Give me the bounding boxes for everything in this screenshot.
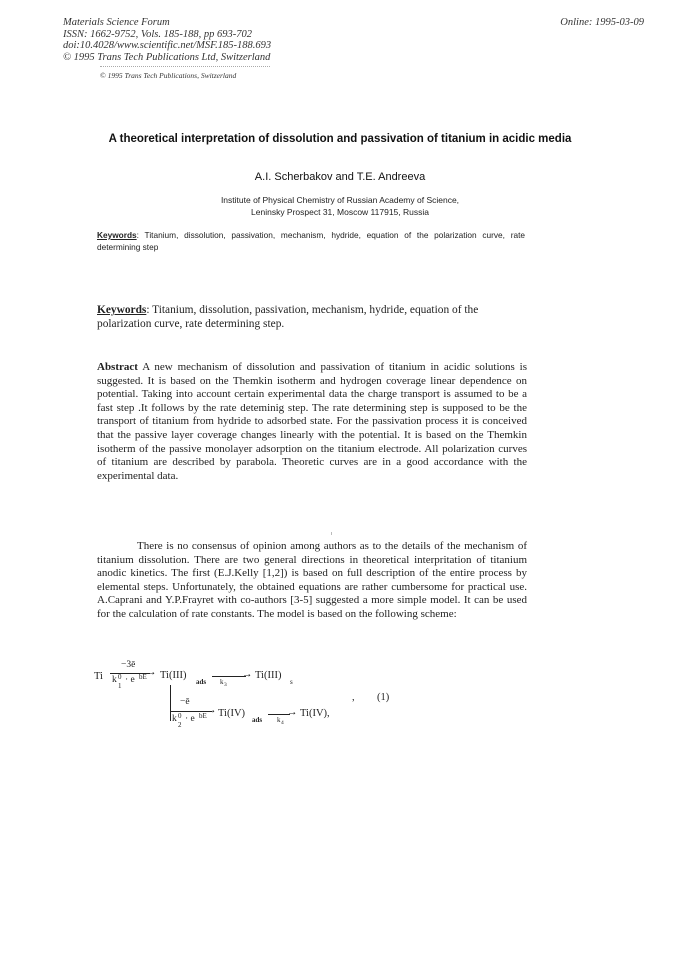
scheme-k1-sup: 0 <box>118 673 122 681</box>
scheme-ti3-ads: Ti(III) <box>160 670 187 681</box>
scan-mark <box>331 532 332 535</box>
publication-header <box>63 17 271 63</box>
keywords-short-label: Keywords <box>97 230 137 240</box>
keywords-short <box>97 230 525 253</box>
issn-line: ISSN: 1662-9752, Vols. 185-188, pp 693-702 <box>63 28 252 40</box>
scheme-exp1-sup: bE <box>139 673 147 681</box>
keywords-long-text: : Titanium, dissolution, passivation, mechanism, hydride, equation of the polarization curve, rate determining step. <box>97 304 479 330</box>
affiliation-line-1: Institute of Physical Chemistry of Russian Academy of Science, <box>220 195 460 205</box>
scheme-exp1: · e <box>125 675 135 685</box>
intro-paragraph <box>97 540 527 622</box>
reaction-scheme <box>90 655 420 765</box>
affiliation-line-2: Leninsky Prospect 31, Moscow 117915, Russia <box>251 207 429 217</box>
scheme-k2: k <box>172 714 177 724</box>
paper-authors: A.I. Scherbakov and T.E. Andreeva <box>254 171 426 183</box>
intro-text: There is no consensus of opinion among authors as to the details of the mechanism of titanium dissolution. There are two general directions in theoretical interpritation of titanium anodic kinetics. The first (E.J.Kelly [1,2]) is based on full description of the entire process by elemental steps. Unfortunately, the obtained equations are rather cumbersome for practical use. A.Caprani and Y.P.Frayret with co-authors [3-5] suggested a more simple model. It can be used for the calculation of rate constants. The model is based on the following scheme: <box>97 540 527 620</box>
scheme-ti4-ads: Ti(IV) <box>218 708 246 719</box>
abstract-text: A new mechanism of dissolution and passivation of titanium in acidic solutions is suggested. It is based on the Themkin isotherm and hydrogen coverage linear dependence on potential. Taking into account certain experimental data the charge transport is assumed to be a fast step .It follows by the rate deteminig step. The rate determining step is supposed to be the transport of titanium from hydride to adsorbed state. For the passivation process it is conceived that the passive layer coverage changes linearly with the potential. It is based on the Themkin isotherm of the passive monolayer adsorption on the titanium electrode. All polarization curves of titanium are described by parabola. Theoretic curves are in a good accordance with the experimental data. <box>97 361 527 482</box>
scheme-ti3-s: Ti(III) <box>255 670 282 681</box>
scheme-vertical-branch <box>170 685 171 721</box>
scheme-k2-sub: 2 <box>178 721 182 729</box>
scan-copyright: © 1995 Trans Tech Publications, Switzerland <box>100 71 237 80</box>
equation-comma: , <box>352 692 355 703</box>
scheme-ti: Ti <box>94 671 103 682</box>
abstract-label: Abstract <box>97 361 138 373</box>
paper-title: A theoretical interpretation of dissolution and passivation of titanium in acidic media <box>108 133 572 145</box>
scheme-k4: k <box>277 716 281 724</box>
scheme-arrow-shaft-2 <box>212 676 246 677</box>
scheme-ads-2: ads <box>252 716 263 724</box>
scheme-k1-sub: 1 <box>118 682 122 690</box>
doi-line[interactable]: doi:10.4028/www.scientific.net/MSF.185-188.693 <box>63 40 272 51</box>
scheme-ads-1: ads <box>196 678 207 686</box>
scheme-arrow-1: → <box>146 667 157 678</box>
keywords-long <box>97 303 527 331</box>
abstract <box>97 361 527 483</box>
scheme-exp2: · e <box>185 714 195 724</box>
scheme-exp2-sup: bE <box>199 712 207 720</box>
scheme-arrow-4: → <box>287 707 298 718</box>
scheme-arrow-2: → <box>242 669 253 680</box>
scheme-k4-sub: 4 <box>281 720 284 726</box>
scheme-k3: k <box>220 678 224 686</box>
scheme-k2-sup: 0 <box>178 712 182 720</box>
scheme-k3-sub: 3 <box>224 682 227 688</box>
scheme-s: s <box>290 678 293 686</box>
scheme-k1: k <box>112 675 117 685</box>
scheme-e1: −ē <box>180 697 190 707</box>
copyright-line: © 1995 Trans Tech Publications Ltd, Switzerland <box>63 51 271 63</box>
keywords-long-label: Keywords <box>97 304 147 316</box>
online-date: Online: 1995-03-09 <box>560 17 644 28</box>
scheme-arrow-3: → <box>206 705 217 716</box>
scheme-e3: −3ē <box>121 660 136 670</box>
scheme-ti4-s: Ti(IV), <box>300 708 330 719</box>
journal-name: Materials Science Forum <box>63 17 170 28</box>
affiliation <box>90 194 590 218</box>
scan-divider <box>100 66 270 67</box>
equation-number: (1) <box>377 692 390 703</box>
keywords-short-text: : Titanium, dissolution, passivation, mechanism, hydride, equation of the polarization curve, rate determining step <box>97 230 525 252</box>
